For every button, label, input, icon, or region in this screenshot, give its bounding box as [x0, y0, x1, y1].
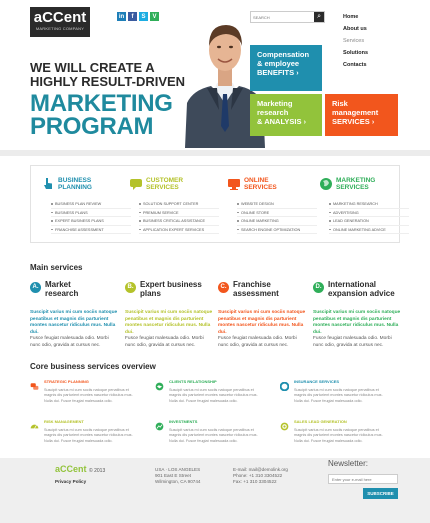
core-service-header[interactable]	[155, 378, 265, 387]
main-service-b	[125, 281, 213, 349]
core-service-desc: Suscipit varius mi cum sociis natoque penatibus et magnis dis parturient montes nascetur ridiculus mus. Nulla dui. Fusce feugiat malesuada odio.	[294, 428, 383, 443]
service-title-line2: PLANNING	[58, 184, 92, 191]
service-list	[51, 200, 131, 234]
service-list-item[interactable]: PREMIUM SERVICE	[139, 209, 219, 218]
growth-icon	[155, 418, 164, 427]
core-services-title: Core business services overview	[30, 362, 156, 371]
main-service-text: Fusce feugiat malesuada odio. Morbi nunc odio, gravida at cursus nec.	[30, 336, 109, 348]
tile-compensation-line1: Compensation	[257, 50, 310, 59]
handshake-icon	[155, 378, 164, 387]
service-list	[139, 200, 219, 234]
hero-line-1: WE WILL CREATE A	[30, 60, 155, 75]
logo[interactable]	[30, 7, 90, 37]
main-service-header[interactable]	[125, 281, 213, 307]
nav-item-home[interactable]: Home	[343, 14, 359, 20]
service-title-line1: MARKETING	[336, 177, 376, 184]
service-list-item[interactable]: BUSINESS PLAN REVIEW	[51, 200, 131, 209]
main-service-title-line1: Expert business	[140, 280, 202, 289]
service-title-line1: ONLINE	[244, 177, 269, 184]
hero-divider	[0, 150, 430, 156]
tile-compensation-line3: BENEFITS	[257, 68, 295, 77]
footer-phone: Phone: +1 310 3304522	[233, 473, 283, 478]
main-service-title-line2: assessment	[233, 288, 279, 298]
main-service-text: Fusce feugiat malesuada odio. Morbi nunc odio, gravida at cursus nec.	[125, 336, 204, 348]
newsletter-email-input[interactable]	[328, 474, 398, 484]
service-list	[329, 200, 409, 234]
core-service-title: INSURANCE SERVICES	[294, 379, 340, 384]
core-service-title: CLIENTS RELATIONSHIP	[169, 379, 217, 384]
service-list	[237, 200, 317, 234]
tile-marketing-research[interactable]	[250, 94, 322, 136]
tile-marketing-line1: Marketing	[257, 99, 293, 108]
main-service-lead: Suscipit varius mi cum sociis natoque penatibus et magnis dis parturient montes nascetur ridiculus mus. Nulla dui.	[30, 310, 118, 335]
core-service-title: RISK MANAGEMENT	[44, 419, 84, 424]
letter-badge: B.	[125, 282, 136, 293]
core-service-investments	[155, 418, 265, 444]
core-service-title: SALES LEAD GENERATION	[294, 419, 347, 424]
lifebuoy-icon	[280, 378, 289, 387]
tile-risk-line1: Risk	[332, 99, 348, 108]
letter-badge: C.	[218, 282, 229, 293]
facebook-icon[interactable]: f	[128, 12, 137, 21]
main-service-header[interactable]	[218, 281, 306, 307]
service-column-header[interactable]	[227, 174, 317, 194]
main-service-title	[328, 281, 395, 298]
letter-badge: A.	[30, 282, 41, 293]
main-service-title	[140, 281, 202, 298]
core-service-desc: Suscipit varius mi cum sociis natoque penatibus et magnis dis parturient montes nascetur ridiculus mus. Nulla dui. Fusce feugiat malesuada odio.	[44, 388, 133, 403]
main-service-title-line2: plans	[140, 288, 161, 298]
nav-item-solutions[interactable]: Solutions	[343, 50, 369, 56]
nav-item-services[interactable]: Services	[343, 38, 365, 44]
service-list-item[interactable]: EXPERT BUSINESS PLANS	[51, 217, 131, 226]
main-service-title-line1: International	[328, 280, 377, 289]
tile-risk-management[interactable]	[325, 94, 398, 136]
chat-bubble-icon	[129, 177, 143, 191]
service-list-item[interactable]: BUSINESS CRITICAL ASSISTANCE	[139, 217, 219, 226]
main-nav	[343, 14, 368, 74]
service-title-line2: SERVICES	[146, 184, 179, 191]
main-service-a	[30, 281, 118, 349]
header	[0, 0, 430, 150]
core-service-clients-relationship	[155, 378, 265, 404]
service-list-item[interactable]: LEAD GENERATION	[329, 217, 409, 226]
footer-logo-text: aCCent	[55, 464, 87, 474]
main-service-header[interactable]	[313, 281, 401, 307]
skype-icon[interactable]: S	[139, 12, 148, 21]
core-service-title: STRATEGIC PLANNING	[44, 379, 89, 384]
newsletter-title: Newsletter:	[328, 459, 369, 468]
service-list-item[interactable]: WEBSITE DESIGN	[237, 200, 317, 209]
main-services-title: Main services	[30, 263, 83, 272]
target-icon	[280, 418, 289, 427]
service-title-line1: BUSINESS	[58, 177, 92, 184]
main-service-lead: Suscipit varius mi cum sociis natoque penatibus et magnis dis parturient montes nascetur ridiculus mus. Nulla dui.	[125, 310, 213, 335]
main-service-title-line2: research	[45, 288, 79, 298]
service-list-item[interactable]: FRANCHISE ASSESSMENT	[51, 226, 131, 235]
service-title-line2: SERVICES	[244, 184, 277, 191]
core-service-strategic-planning	[30, 378, 140, 404]
footer-logo[interactable]	[55, 466, 105, 474]
core-service-header[interactable]	[30, 418, 140, 427]
footer-fax: Fax: +1 310 3304522	[233, 479, 277, 484]
hero-tagline	[30, 61, 210, 89]
core-service-desc: Suscipit varius mi cum sociis natoque penatibus et magnis dis parturient montes nascetur ridiculus mus. Nulla dui. Fusce feugiat malesuada odio.	[169, 388, 258, 403]
subscribe-button[interactable]: SUBSCRIBE	[363, 488, 398, 499]
nav-item-about-us[interactable]: About us	[343, 26, 367, 32]
services-overview	[30, 165, 400, 243]
address-line-2: 901 East E Street	[155, 473, 192, 478]
chevron-right-icon: ›	[296, 70, 299, 77]
footer	[0, 458, 430, 523]
nav-item-contacts[interactable]: Contacts	[343, 62, 367, 68]
main-service-title	[233, 281, 279, 298]
main-service-title-line2: expansion advice	[328, 288, 395, 298]
core-service-header[interactable]	[280, 418, 390, 427]
main-service-text: Fusce feugiat malesuada odio. Morbi nunc odio, gravida at cursus nec.	[313, 336, 392, 348]
main-service-header[interactable]	[30, 281, 118, 307]
main-service-d	[313, 281, 401, 349]
core-service-desc: Suscipit varius mi cum sociis natoque penatibus et magnis dis parturient montes nascetur ridiculus mus. Nulla dui. Fusce feugiat malesuada odio.	[44, 428, 133, 443]
core-service-insurance-services	[280, 378, 390, 404]
service-list-item[interactable]: SEARCH ENGINE OPTIMIZATION	[237, 226, 317, 235]
main-service-lead: Suscipit varius mi cum sociis natoque penatibus et magnis dis parturient montes nascetur ridiculus mus. Nulla dui.	[218, 310, 306, 335]
service-column-online	[227, 174, 317, 234]
main-service-text: Fusce feugiat malesuada odio. Morbi nunc odio, gravida at cursus nec.	[218, 336, 297, 348]
service-column-business	[41, 174, 131, 234]
service-title-line2: SERVICES	[336, 184, 369, 191]
service-title-line1: CUSTOMER	[146, 177, 184, 184]
main-service-c	[218, 281, 306, 349]
service-list-item[interactable]: ONLINE STORE	[237, 209, 317, 218]
search-icon[interactable]: ⌕	[314, 12, 324, 22]
service-column-marketing	[319, 174, 409, 234]
logo-tagline: MARKETING COMPANY	[35, 26, 85, 31]
tile-risk-line2: management	[332, 108, 379, 117]
service-column-title	[336, 177, 375, 191]
core-service-header[interactable]	[155, 418, 265, 427]
linkedin-icon[interactable]: in	[118, 13, 125, 20]
vine-icon[interactable]: V	[150, 12, 159, 21]
hero-title	[30, 92, 205, 138]
service-column-header[interactable]	[319, 174, 409, 194]
monitor-cart-icon	[227, 177, 241, 191]
address-line-3: Wilmington, CA 90744	[155, 479, 201, 484]
privacy-policy-link[interactable]: Privacy Policy	[55, 479, 87, 484]
address-line-1: USA · LOS ANGELES	[155, 467, 201, 472]
service-column-title	[58, 177, 92, 191]
tile-risk-line3: SERVICES	[332, 117, 370, 126]
tile-marketing-line3: & ANALYSIS	[257, 117, 302, 126]
footer-copyright: © 2013	[89, 468, 106, 474]
pointer-hand-icon	[41, 177, 55, 191]
service-list-item[interactable]: ONLINE MARKETING	[237, 217, 317, 226]
tile-marketing-line2: research	[257, 108, 289, 117]
service-list-item[interactable]: SOLUTION SUPPORT CENTER	[139, 200, 219, 209]
logo-text: aCCent	[33, 9, 87, 26]
social-links	[117, 12, 159, 21]
letter-badge: D.	[313, 282, 324, 293]
service-list-item[interactable]: MARKETING RESEARCH	[329, 200, 409, 209]
core-service-desc: Suscipit varius mi cum sociis natoque penatibus et magnis dis parturient montes nascetur ridiculus mus. Nulla dui. Fusce feugiat malesuada odio.	[294, 388, 383, 403]
hero-line-4: PROGRAM	[30, 113, 154, 140]
globe-icon	[319, 177, 333, 191]
service-list-item[interactable]: ADVERTISING	[329, 209, 409, 218]
chevron-right-icon: ›	[303, 119, 306, 126]
core-service-header[interactable]	[280, 378, 390, 387]
hero-line-3: MARKETING	[30, 90, 173, 117]
core-service-sales-lead-generation	[280, 418, 390, 444]
main-service-lead: Suscipit varius mi cum sociis natoque penatibus et magnis dis parturient montes nascetur ridiculus mus. Nulla dui.	[313, 310, 401, 335]
footer-address	[155, 467, 200, 485]
service-column-title	[244, 177, 277, 191]
service-column-title	[146, 177, 183, 191]
core-service-title: INVESTMENTS	[169, 419, 198, 424]
service-column-header[interactable]	[41, 174, 131, 194]
footer-contacts	[233, 467, 288, 485]
gauge-icon	[30, 418, 39, 427]
main-service-title-line1: Market	[45, 280, 71, 289]
chat-bubbles-icon	[30, 378, 39, 387]
hero-line-2: HIGHLY RESULT-DRIVEN	[30, 74, 186, 89]
core-service-risk-management	[30, 418, 140, 444]
main-service-title	[45, 281, 78, 298]
footer-email[interactable]: E-mail: mail@demolink.org	[233, 467, 288, 472]
service-list-item[interactable]: BUSINESS PLANS	[51, 209, 131, 218]
tile-compensation-line2: & employee	[257, 59, 300, 68]
chevron-right-icon: ›	[371, 119, 375, 126]
tile-compensation[interactable]	[250, 45, 322, 91]
main-service-title-line1: Franchise	[233, 280, 271, 289]
service-list-item[interactable]: APPLICATION EXPERT SERVICES	[139, 226, 219, 235]
core-service-desc: Suscipit varius mi cum sociis natoque penatibus et magnis dis parturient montes nascetur ridiculus mus. Nulla dui. Fusce feugiat malesuada odio.	[169, 428, 258, 443]
service-column-customer	[129, 174, 219, 234]
service-column-header[interactable]	[129, 174, 219, 194]
core-service-header[interactable]	[30, 378, 140, 387]
service-list-item[interactable]: ONLINE MARKETING ADVICE	[329, 226, 409, 235]
